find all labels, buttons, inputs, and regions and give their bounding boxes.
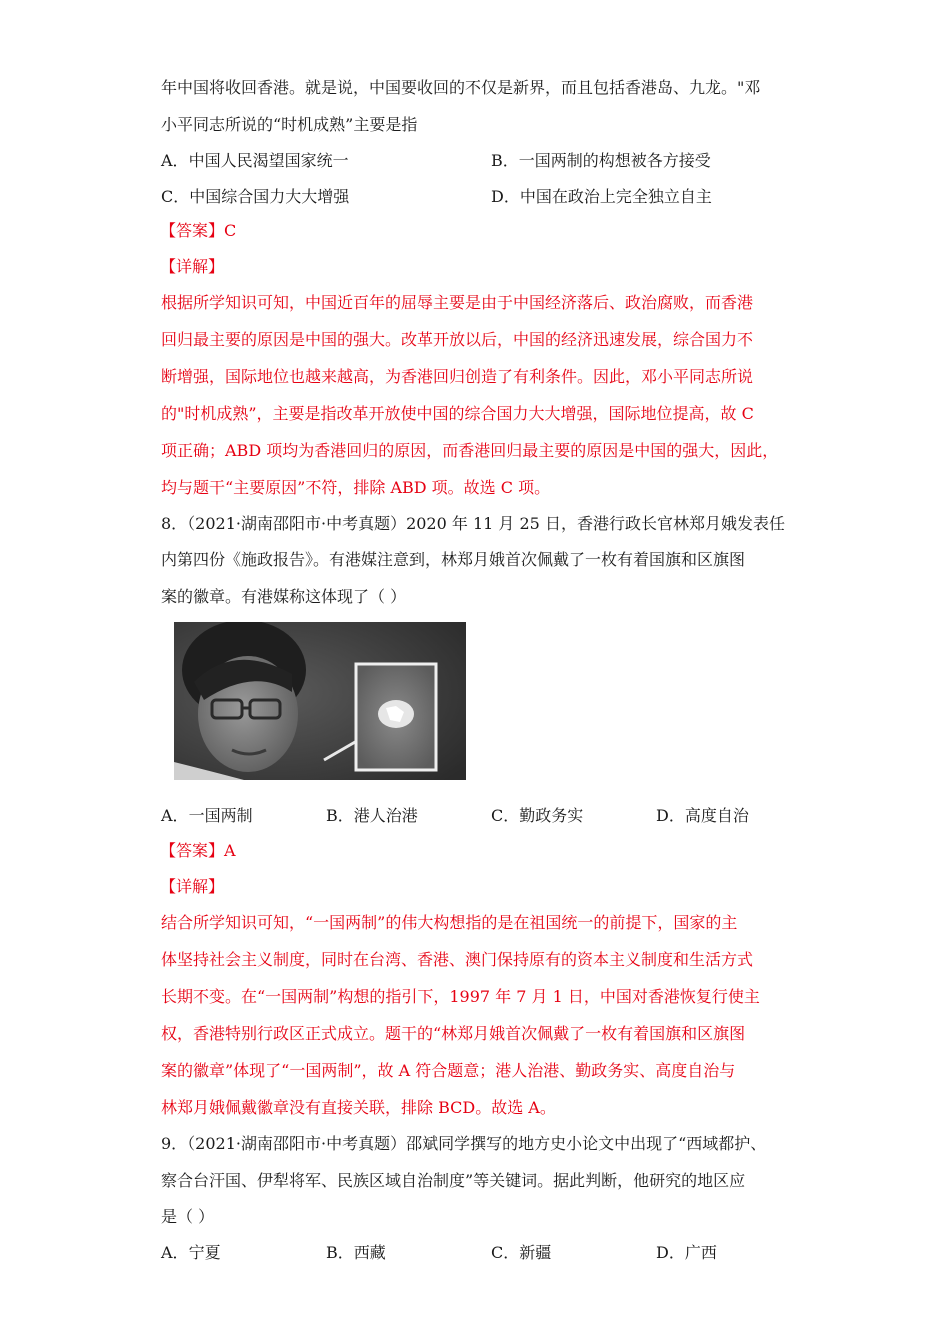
option-letter: C． <box>491 806 520 825</box>
q9-option-c <box>491 1243 551 1263</box>
option-letter: A． <box>161 151 189 170</box>
q7-explanation-line-4: 的"时机成熟”，主要是指改革开放使中国的综合国力大大增强，国际地位提高，故 C <box>161 404 754 423</box>
q7-option-a <box>161 151 349 171</box>
q7-stem-line-2: 小平同志所说的“时机成熟”主要是指 <box>161 115 418 134</box>
option-text: 中国在政治上完全独立自主 <box>519 187 712 206</box>
q7-answer <box>160 221 236 241</box>
q7-explanation-line-6: 均与题干“主要原因”不符，排除 ABD 项。故选 C 项。 <box>161 478 551 497</box>
q7-explanation-line-1: 根据所学知识可知，中国近百年的屈辱主要是由于中国经济落后、政治腐败，而香港 <box>161 293 754 312</box>
q8-photo <box>174 622 466 780</box>
q7-option-b <box>491 151 711 171</box>
option-text: 勤政务实 <box>519 806 584 825</box>
answer-value: A <box>224 841 236 860</box>
option-text: 中国综合国力大大增强 <box>189 187 350 206</box>
option-letter: C． <box>161 187 190 206</box>
photo-illustration <box>174 622 466 780</box>
option-text: 中国人民渴望国家统一 <box>188 151 349 170</box>
q8-explanation-line-2: 体坚持社会主义制度，同时在台湾、香港、澳门保持原有的资本主义制度和生活方式 <box>161 950 754 969</box>
option-letter: A． <box>161 1243 189 1262</box>
q8-explanation-line-6: 林郑月娥佩戴徽章没有直接关联，排除 BCD。故选 A。 <box>161 1098 556 1117</box>
option-text: 西藏 <box>353 1243 386 1262</box>
option-text: 高度自治 <box>684 806 749 825</box>
q9-stem-line-2: 察合台汗国、伊犁将军、民族区域自治制度”等关键词。据此判断，他研究的地区应 <box>161 1171 746 1190</box>
q7-detail-tag: 【详解】 <box>160 257 225 276</box>
q8-option-b <box>326 806 418 826</box>
q7-stem-line-1: 年中国将收回香港。就是说，中国要收回的不仅是新界，而且包括香港岛、九龙。"邓 <box>161 78 761 97</box>
q7-option-c <box>161 187 349 207</box>
q9-option-d <box>656 1243 717 1263</box>
q8-explanation-line-4: 权，香港特别行政区正式成立。题干的“林郑月娥首次佩戴了一枚有着国旗和区旗图 <box>161 1024 746 1043</box>
q7-explanation-line-3: 断增强，国际地位也越来越高，为香港回归创造了有利条件。因此，邓小平同志所说 <box>161 367 754 386</box>
q9-stem-line-3: 是（ ） <box>161 1207 215 1226</box>
option-text: 港人治港 <box>353 806 418 825</box>
q9-option-a <box>161 1243 221 1263</box>
option-letter: B． <box>326 806 354 825</box>
q8-stem-line-3: 案的徽章。有港媒称这体现了（ ） <box>161 587 407 606</box>
q9-stem-line-1: 9．（2021·湖南邵阳市·中考真题）邵斌同学撰写的地方史小论文中出现了“西域都护、 <box>161 1134 767 1153</box>
q8-stem-line-2: 内第四份《施政报告》。有港媒注意到，林郑月娥首次佩戴了一枚有着国旗和区旗图 <box>161 550 746 569</box>
answer-tag: 【答案】 <box>160 841 225 860</box>
option-letter: D． <box>491 187 520 206</box>
q7-option-d <box>491 187 712 207</box>
option-letter: A． <box>161 806 189 825</box>
q9-option-b <box>326 1243 386 1263</box>
q8-explanation-line-1: 结合所学知识可知，“一国两制”的伟大构想指的是在祖国统一的前提下，国家的主 <box>161 913 738 932</box>
option-text: 一国两制的构想被各方接受 <box>518 151 711 170</box>
q7-explanation-line-2: 回归最主要的原因是中国的强大。改革开放以后，中国的经济迅速发展，综合国力不 <box>161 330 754 349</box>
q8-option-c <box>491 806 583 826</box>
option-text: 广西 <box>684 1243 717 1262</box>
q8-option-a <box>161 806 253 826</box>
q8-stem-line-1: 8．（2021·湖南邵阳市·中考真题）2020 年 11 月 25 日，香港行政长官林郑月娥发表任 <box>161 514 785 533</box>
q7-explanation-line-5: 项正确；ABD 项均为香港回归的原因，而香港回归最主要的原因是中国的强大，因此， <box>161 441 779 460</box>
option-text: 宁夏 <box>188 1243 221 1262</box>
option-letter: C． <box>491 1243 520 1262</box>
q8-explanation-line-5: 案的徽章”体现了“一国两制”，故 A 符合题意；港人治港、勤政务实、高度自治与 <box>161 1061 736 1080</box>
q8-answer <box>160 841 236 861</box>
q8-explanation-line-3: 长期不变。在“一国两制”构想的指引下，1997 年 7 月 1 日，中国对香港恢复行使主 <box>161 987 760 1006</box>
answer-value: C <box>224 221 237 240</box>
option-letter: B． <box>491 151 519 170</box>
answer-tag: 【答案】 <box>160 221 225 240</box>
q8-option-d <box>656 806 749 826</box>
option-text: 新疆 <box>519 1243 552 1262</box>
option-letter: B． <box>326 1243 354 1262</box>
option-text: 一国两制 <box>188 806 253 825</box>
option-letter: D． <box>656 1243 685 1262</box>
option-letter: D． <box>656 806 685 825</box>
q8-detail-tag: 【详解】 <box>160 877 225 896</box>
